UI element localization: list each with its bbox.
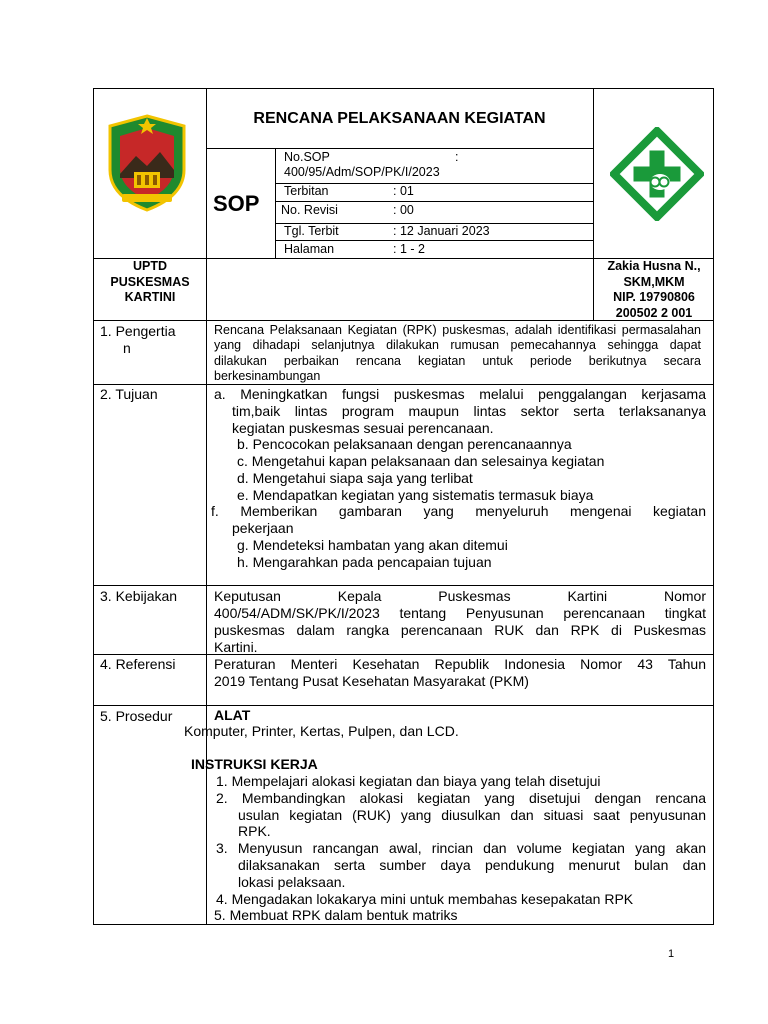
section-label-referensi: 4. Referensi xyxy=(100,656,176,672)
grid-line xyxy=(275,240,593,241)
field-tgl-terbit-label: Tgl. Terbit xyxy=(284,224,339,238)
signer-nip: NIP. 19790806 xyxy=(613,290,695,304)
tujuan-item-b: b. Pencocokan pelaksanaan dengan perencanaannya xyxy=(237,436,572,452)
field-no-sop-label: No.SOP xyxy=(284,150,330,164)
section-label-prosedur: 5. Prosedur xyxy=(100,708,173,724)
grid-line xyxy=(206,320,207,925)
referensi-text: 2019 Tentang Pusat Kesehatan Masyarakat (PKM) xyxy=(214,673,529,689)
tujuan-item-e: e. Mendapatkan kegiatan yang sistematis termasuk biaya xyxy=(237,487,594,503)
field-halaman-value: : 1 - 2 xyxy=(393,242,425,256)
signer-name: Zakia Husna N., xyxy=(607,259,701,273)
instruksi-item-5: 5. Membuat RPK dalam bentuk matriks xyxy=(214,907,458,923)
grid-line xyxy=(275,148,276,258)
field-tgl-terbit-value: : 12 Januari 2023 xyxy=(393,224,490,238)
instruksi-item-2-cont: RPK. xyxy=(238,823,271,839)
kebijakan-text: puskesmas dalam rangka perencanaan RUK dan RPK di Puskesmas xyxy=(214,622,706,638)
grid-line xyxy=(93,654,714,655)
kebijakan-text: Keputusan Kepala Puskesmas Kartini Nomor xyxy=(214,588,706,604)
grid-line xyxy=(93,585,714,586)
org-line: KARTINI xyxy=(124,290,176,304)
instruksi-heading: INSTRUKSI KERJA xyxy=(191,756,318,772)
sop-label: SOP xyxy=(213,191,260,216)
tujuan-item-g: g. Mendeteksi hambatan yang akan ditemui xyxy=(237,537,508,553)
field-revisi-label: No. Revisi xyxy=(281,203,338,217)
regional-emblem-logo xyxy=(104,112,190,212)
field-revisi-value: : 00 xyxy=(393,203,414,217)
tujuan-item-c: c. Mengetahui kapan pelaksanaan dan selesainya kegiatan xyxy=(237,453,605,469)
org-name xyxy=(94,259,206,306)
kebijakan-text: 400/54/ADM/SK/PK/I/2023 tentang Penyusunan perencanaan tingkat xyxy=(214,605,706,621)
tujuan-item-a: a. Meningkatkan fungsi puskesmas melalui penggalangan kerjasama xyxy=(214,386,706,402)
field-no-sop-value: 400/95/Adm/SOP/PK/I/2023 xyxy=(284,165,440,179)
section-label-tujuan: 2. Tujuan xyxy=(100,386,158,402)
health-cross-logo xyxy=(610,127,704,221)
alat-heading: ALAT xyxy=(214,707,251,723)
signer-block xyxy=(594,259,714,321)
grid-line xyxy=(93,705,714,706)
pengertian-text: Rencana Pelaksanaan Kegiatan (RPK) puskesmas, adalah identifikasi permasalahan yang dihadapi selanjutnya dilakukan rumusan pemecahannya sehingga dapat dilakukan perbaikan rencana kegiatan untuk periode berikutnya secara berkesinambungan xyxy=(214,323,701,383)
instruksi-item-2: 2. Membandingkan alokasi kegiatan yang disetujui dengan rencana xyxy=(216,790,706,806)
tujuan-item-a-cont: kegiatan puskesmas sesuai perencanaan. xyxy=(232,420,494,436)
page-number: 1 xyxy=(668,948,675,960)
instruksi-item-3-cont: dilaksanakan serta sumber daya pendukung menurut bulan dan xyxy=(238,857,706,873)
grid-line xyxy=(275,201,593,202)
field-halaman-label: Halaman xyxy=(284,242,335,256)
org-line: UPTD xyxy=(132,259,168,273)
section-label-pengertian-cont: n xyxy=(123,340,131,356)
section-label-kebijakan: 3. Kebijakan xyxy=(100,588,178,604)
tujuan-item-h: h. Mengarahkan pada pencapaian tujuan xyxy=(237,554,492,570)
instruksi-item-4: 4. Mengadakan lokakarya mini untuk membahas kesepakatan RPK xyxy=(216,891,634,907)
grid-line xyxy=(206,148,593,149)
tujuan-item-f: f. Memberikan gambaran yang menyeluruh mengenai kegiatan xyxy=(211,503,706,519)
org-line: PUSKESMAS xyxy=(110,274,190,289)
field-no-sop-sep: : xyxy=(455,150,459,164)
signer-degree: SKM,MKM xyxy=(623,274,685,289)
signer-nip-cont: 200502 2 001 xyxy=(615,305,693,320)
instruksi-item-3-cont: lokasi pelaksaan. xyxy=(238,874,346,890)
field-terbitan-value: : 01 xyxy=(393,184,414,198)
field-terbitan-label: Terbitan xyxy=(284,184,329,198)
kebijakan-text: Kartini. xyxy=(214,639,258,655)
alat-text: Komputer, Printer, Kertas, Pulpen, dan LCD. xyxy=(184,723,459,739)
tujuan-item-d: d. Mengetahui siapa saja yang terlibat xyxy=(237,470,473,486)
instruksi-item-1: 1. Mempelajari alokasi kegiatan dan biaya yang telah disetujui xyxy=(216,773,601,789)
document-title: RENCANA PELAKSANAAN KEGIATAN xyxy=(253,110,546,127)
tujuan-item-a-cont: tim,baik lintas program maupun lintas sektor serta terlaksananya xyxy=(232,403,706,419)
section-label-pengertian: 1. Pengertia xyxy=(100,323,176,339)
referensi-text: Peraturan Menteri Kesehatan Republik Indonesia Nomor 43 Tahun xyxy=(214,656,706,672)
tujuan-item-f-cont: pekerjaan xyxy=(232,520,294,536)
instruksi-item-2-cont: usulan kegiatan (RUK) yang diusulkan dan situasi saat penyusunan xyxy=(238,807,706,823)
instruksi-item-3: 3. Menyusun rancangan awal, rincian dan volume kegiatan yang akan xyxy=(216,840,706,856)
